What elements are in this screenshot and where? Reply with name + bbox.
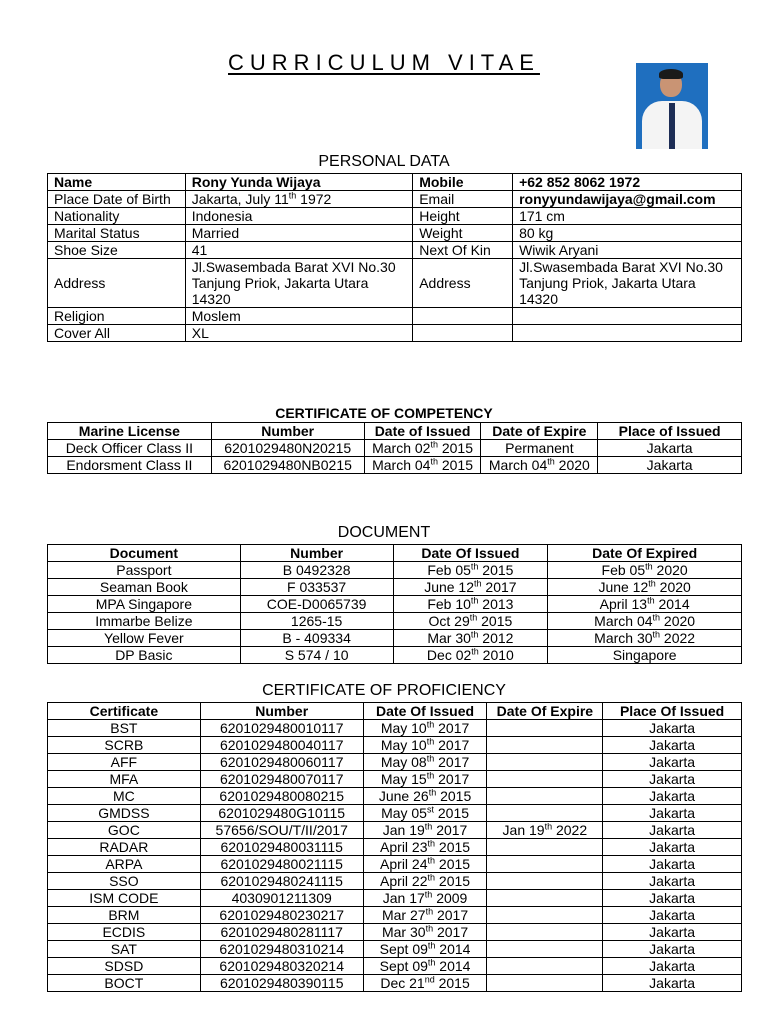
competency-cell: Permanent [481,440,598,457]
personal-value: Moslem [185,308,412,325]
document-column-header: Date Of Expired [548,545,742,562]
proficiency-cell: Jakarta [603,788,742,805]
document-cell: B 0492328 [240,562,393,579]
personal-value: 171 cm [513,208,742,225]
document-cell: Seaman Book [48,579,241,596]
proficiency-cell [487,873,603,890]
proficiency-cell: ISM CODE [48,890,201,907]
document-cell: Singapore [548,647,742,664]
profile-photo [636,63,708,149]
proficiency-cell: AFF [48,754,201,771]
document-column-header: Date Of Issued [393,545,548,562]
table-row [48,579,742,596]
proficiency-cell: BRM [48,907,201,924]
proficiency-cell: 6201029480040117 [200,737,363,754]
proficiency-cell [487,754,603,771]
proficiency-cell: Jakarta [603,907,742,924]
proficiency-cell: 6201029480G10115 [200,805,363,822]
table-row [48,856,742,873]
proficiency-cell: Jakarta [603,771,742,788]
table-row [48,958,742,975]
proficiency-cell: Jakarta [603,975,742,992]
proficiency-cell: MC [48,788,201,805]
personal-label: Next Of Kin [413,242,513,259]
photo-tie [669,103,675,149]
proficiency-cell: Mar 27th 2017 [363,907,487,924]
table-row [48,788,742,805]
document-cell: Feb 10th 2013 [393,596,548,613]
personal-data-table [47,173,742,342]
document-cell: Oct 29th 2015 [393,613,548,630]
personal-label: Place Date of Birth [48,191,186,208]
proficiency-cell [487,907,603,924]
document-cell: March 30th 2022 [548,630,742,647]
proficiency-cell: RADAR [48,839,201,856]
personal-value: ronyyundawijaya@gmail.com [513,191,742,208]
personal-label: Religion [48,308,186,325]
proficiency-cell: April 23th 2015 [363,839,487,856]
proficiency-cell: SAT [48,941,201,958]
competency-cell: March 04th 2020 [481,457,598,474]
proficiency-cell: May 10th 2017 [363,720,487,737]
proficiency-cell: Jakarta [603,958,742,975]
table-row [48,440,742,457]
proficiency-cell: June 26th 2015 [363,788,487,805]
personal-row [48,208,742,225]
personal-label: Shoe Size [48,242,186,259]
table-row [48,630,742,647]
proficiency-cell: Dec 21nd 2015 [363,975,487,992]
proficiency-column-header: Place Of Issued [603,703,742,720]
proficiency-cell: SDSD [48,958,201,975]
personal-label: Address [48,259,186,308]
proficiency-cell [487,788,603,805]
competency-column-header: Date of Issued [364,423,481,440]
proficiency-cell: MFA [48,771,201,788]
proficiency-cell: 6201029480390115 [200,975,363,992]
competency-cell: March 02th 2015 [364,440,481,457]
table-row [48,613,742,630]
competency-cell: Deck Officer Class II [48,440,212,457]
proficiency-cell [487,958,603,975]
proficiency-cell: GMDSS [48,805,201,822]
personal-value: Wiwik Aryani [513,242,742,259]
proficiency-cell: May 10th 2017 [363,737,487,754]
table-row [48,839,742,856]
table-row [48,822,742,839]
personal-label [413,325,513,342]
proficiency-cell: ARPA [48,856,201,873]
personal-value: +62 852 8062 1972 [513,174,742,191]
competency-cell: 6201029480NB0215 [211,457,364,474]
document-cell: 1265-15 [240,613,393,630]
personal-value: XL [185,325,412,342]
document-cell: DP Basic [48,647,241,664]
proficiency-cell: Jan 19th 2022 [487,822,603,839]
personal-row [48,325,742,342]
table-row [48,941,742,958]
personal-value [513,325,742,342]
table-row [48,720,742,737]
table-row [48,907,742,924]
table-row [48,457,742,474]
proficiency-cell: 57656/SOU/T/II/2017 [200,822,363,839]
personal-label: Name [48,174,186,191]
personal-row [48,308,742,325]
proficiency-cell: SCRB [48,737,201,754]
proficiency-cell: ECDIS [48,924,201,941]
proficiency-cell: Jakarta [603,941,742,958]
proficiency-cell: BST [48,720,201,737]
competency-cell: March 04th 2015 [364,457,481,474]
document-cell: F 033537 [240,579,393,596]
personal-value [513,308,742,325]
proficiency-cell: Sept 09th 2014 [363,958,487,975]
document-heading: DOCUMENT [337,524,431,541]
proficiency-cell: Jakarta [603,822,742,839]
personal-row [48,191,742,208]
personal-value: Jl.Swasembada Barat XVI No.30 Tanjung Priok, Jakarta Utara 14320 [513,259,742,308]
proficiency-cell: May 15th 2017 [363,771,487,788]
personal-value: 41 [185,242,412,259]
proficiency-cell: Jakarta [603,856,742,873]
personal-label [413,308,513,325]
competency-column-header: Number [211,423,364,440]
proficiency-cell [487,720,603,737]
proficiency-cell: 6201029480320214 [200,958,363,975]
document-cell: COE-D0065739 [240,596,393,613]
personal-label: Mobile [413,174,513,191]
document-cell: MPA Singapore [48,596,241,613]
table-row [48,647,742,664]
proficiency-cell: 6201029480230217 [200,907,363,924]
proficiency-cell: GOC [48,822,201,839]
proficiency-cell: Jan 17th 2009 [363,890,487,907]
proficiency-cell: 6201029480310214 [200,941,363,958]
table-row [48,562,742,579]
competency-cell: Jakarta [598,440,742,457]
proficiency-cell: 6201029480241115 [200,873,363,890]
proficiency-heading: CERTIFICATE OF PROFICIENCY [262,682,506,699]
proficiency-cell [487,839,603,856]
proficiency-cell: 6201029480031115 [200,839,363,856]
document-cell: Mar 30th 2012 [393,630,548,647]
proficiency-cell: Jakarta [603,805,742,822]
competency-heading: CERTIFICATE OF COMPETENCY [275,405,493,421]
document-cell: S 574 / 10 [240,647,393,664]
proficiency-cell: Jakarta [603,924,742,941]
proficiency-cell: Sept 09th 2014 [363,941,487,958]
proficiency-cell: Jakarta [603,890,742,907]
competency-column-header: Marine License [48,423,212,440]
personal-label: Nationality [48,208,186,225]
proficiency-column-header: Number [200,703,363,720]
personal-label: Email [413,191,513,208]
proficiency-cell: Jakarta [603,754,742,771]
competency-cell: 6201029480N20215 [211,440,364,457]
personal-value: 80 kg [513,225,742,242]
proficiency-cell: 4030901211309 [200,890,363,907]
competency-column-header: Place of Issued [598,423,742,440]
competency-cell: Endorsment Class II [48,457,212,474]
document-column-header: Number [240,545,393,562]
table-row [48,754,742,771]
personal-value: Rony Yunda Wijaya [185,174,412,191]
competency-table [47,422,742,474]
proficiency-cell: Jakarta [603,737,742,754]
document-table [47,544,742,664]
table-row [48,890,742,907]
proficiency-cell [487,941,603,958]
proficiency-cell: Jakarta [603,839,742,856]
personal-data-heading: PERSONAL DATA [318,153,450,170]
page-title-text: CURRICULUM VITAE [228,50,540,75]
table-row [48,805,742,822]
personal-label: Weight [413,225,513,242]
table-row [48,924,742,941]
proficiency-cell: 6201029480070117 [200,771,363,788]
proficiency-cell [487,924,603,941]
personal-row [48,225,742,242]
document-cell: Feb 05th 2020 [548,562,742,579]
table-row [48,771,742,788]
document-cell: Dec 02th 2010 [393,647,548,664]
document-cell: B - 409334 [240,630,393,647]
personal-label: Address [413,259,513,308]
proficiency-cell: 6201029480010117 [200,720,363,737]
proficiency-cell: BOCT [48,975,201,992]
personal-row [48,242,742,259]
personal-label: Marital Status [48,225,186,242]
proficiency-column-header: Date Of Expire [487,703,603,720]
document-cell: Yellow Fever [48,630,241,647]
proficiency-cell: Jakarta [603,720,742,737]
document-cell: Passport [48,562,241,579]
proficiency-cell [487,890,603,907]
personal-label: Cover All [48,325,186,342]
proficiency-cell: 6201029480281117 [200,924,363,941]
proficiency-cell: May 05st 2015 [363,805,487,822]
proficiency-cell: 6201029480060117 [200,754,363,771]
proficiency-cell: Mar 30th 2017 [363,924,487,941]
document-cell: June 12th 2017 [393,579,548,596]
proficiency-cell [487,737,603,754]
document-cell: Feb 05th 2015 [393,562,548,579]
personal-row [48,259,742,308]
proficiency-cell [487,771,603,788]
proficiency-cell: Jakarta [603,873,742,890]
proficiency-column-header: Date Of Issued [363,703,487,720]
document-cell: Immarbe Belize [48,613,241,630]
table-row [48,737,742,754]
personal-row [48,174,742,191]
proficiency-cell: Jan 19th 2017 [363,822,487,839]
proficiency-cell [487,805,603,822]
personal-value: Indonesia [185,208,412,225]
proficiency-column-header: Certificate [48,703,201,720]
personal-value: Married [185,225,412,242]
photo-hair [659,69,683,79]
document-column-header: Document [48,545,241,562]
personal-label: Height [413,208,513,225]
table-row [48,873,742,890]
proficiency-cell: 6201029480080215 [200,788,363,805]
proficiency-table [47,702,742,992]
document-cell: April 13th 2014 [548,596,742,613]
document-cell: June 12th 2020 [548,579,742,596]
personal-value: Jakarta, July 11th 1972 [185,191,412,208]
document-cell: March 04th 2020 [548,613,742,630]
proficiency-cell: 6201029480021115 [200,856,363,873]
proficiency-cell: April 22th 2015 [363,873,487,890]
table-row [48,596,742,613]
proficiency-cell: SSO [48,873,201,890]
competency-column-header: Date of Expire [481,423,598,440]
proficiency-cell [487,975,603,992]
proficiency-cell [487,856,603,873]
proficiency-cell: April 24th 2015 [363,856,487,873]
competency-cell: Jakarta [598,457,742,474]
proficiency-cell: May 08th 2017 [363,754,487,771]
personal-value: Jl.Swasembada Barat XVI No.30 Tanjung Priok, Jakarta Utara 14320 [185,259,412,308]
table-row [48,975,742,992]
